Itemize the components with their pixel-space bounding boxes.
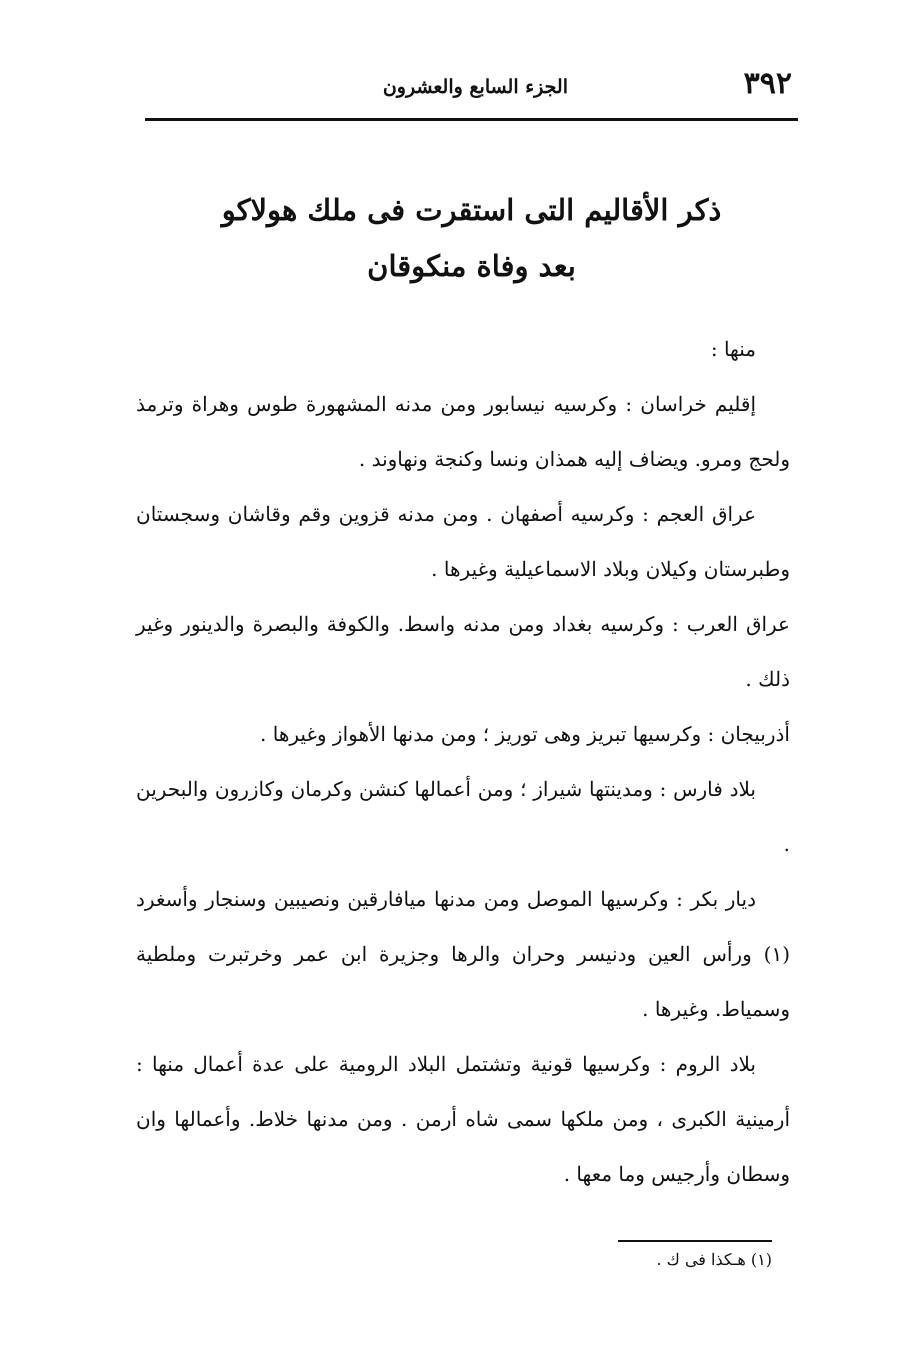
running-title: الجزء السابع والعشرون — [382, 76, 568, 98]
page-number: ٣٩٢ — [743, 66, 792, 101]
chapter-title — [145, 182, 798, 294]
paragraph-khorasan: إقليم خراسان : وكرسيه نيسابور ومن مدنه المشهورة طوس وهراة وترمذ ولحج ومرو. ويضاف إليه همذان ونسا وكنجة ونهاوند . — [136, 392, 790, 471]
page-header — [145, 62, 798, 121]
footnote: (١) هـكذا فى ك . — [656, 1250, 772, 1269]
paragraph-iraq-ajam: عراق العجم : وكرسيه أصفهان . ومن مدنه قزوين وقم وقاشان وسجستان وطبرستان وكيلان وبلاد الاسماعيلية وغيرها . — [136, 502, 790, 581]
chapter-title-line-2: بعد وفاة منكوقان — [367, 249, 576, 283]
paragraph-azerbaijan: أذربيجان : وكرسيها تبريز وهى توريز ؛ ومن مدنها الأهواز وغيرها . — [260, 722, 790, 746]
body-text — [136, 322, 790, 1202]
paragraph-intro: منها : — [710, 337, 756, 361]
footnote-divider — [618, 1240, 772, 1242]
paragraph-rum: بلاد الروم : وكرسيها قونية وتشتمل البلاد الرومية على عدة أعمال منها : أرمينية الكبرى ، ومن ملكها سمى شاه أرمن . ومن مدنها خلاط. وأعمالها وان وسطان وأرجيس وما معها . — [136, 1052, 790, 1186]
paragraph-iraq-arab: عراق العرب : وكرسيه بغداد ومن مدنه واسط. والكوفة والبصرة والدينور وغير ذلك . — [136, 612, 790, 691]
paragraph-fars: بلاد فارس : ومدينتها شيراز ؛ ومن أعمالها كنشن وكرمان وكازرون والبحرين . — [136, 777, 790, 856]
paragraph-diyar-bakr: ديار بكر : وكرسيها الموصل ومن مدنها ميافارقين ونصيبين وسنجار وأسغرد (١) ورأس العين ودنيسر وحران والرها وجزيرة ابن عمر وخرتبرت وملطية وسمياط. وغيرها . — [136, 887, 790, 1021]
chapter-title-line-1: ذكر الأقاليم التى استقرت فى ملك هولاكو — [221, 193, 722, 227]
